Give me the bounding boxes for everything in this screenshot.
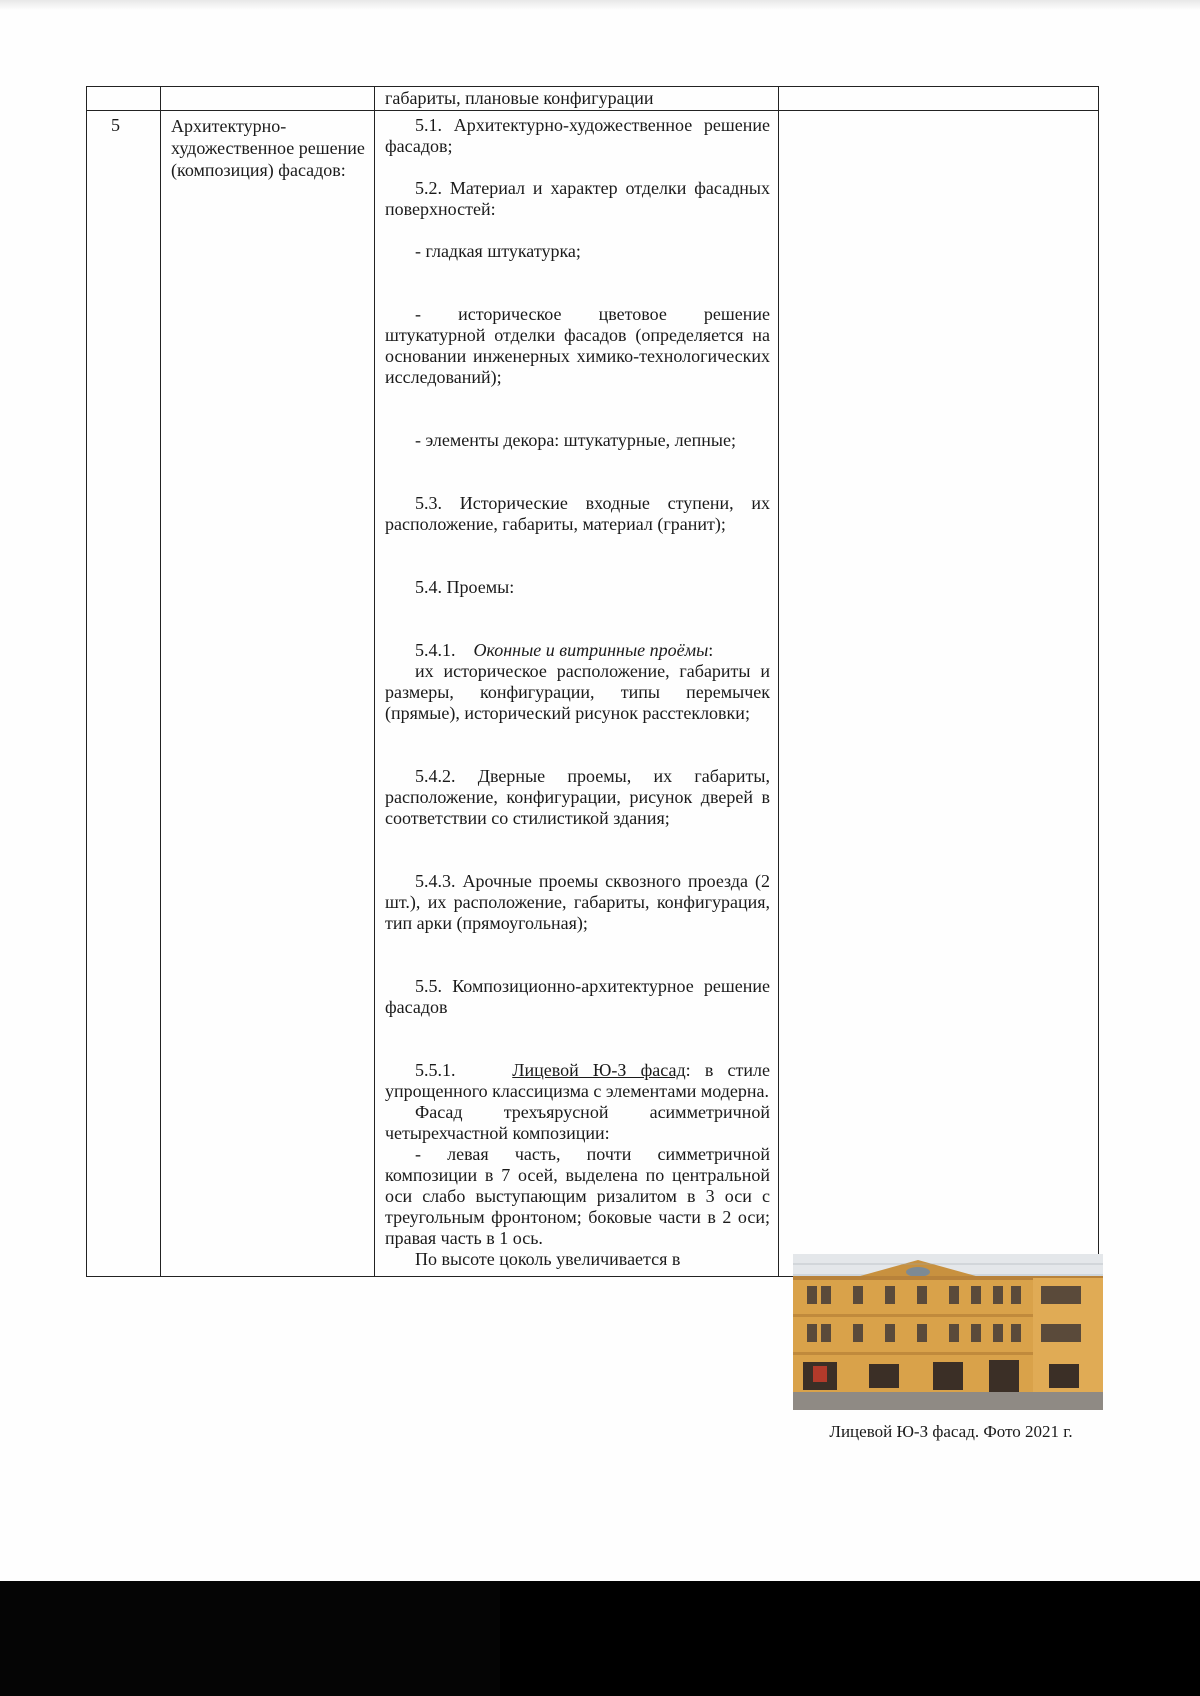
item-plaster: - гладкая штукатурка; <box>415 241 581 261</box>
item-5-5-1-text: : в стиле упрощенного классицизма с элементами модерна. <box>385 1060 770 1101</box>
facade-photo <box>793 1254 1103 1410</box>
scan-edge <box>0 0 1200 10</box>
table-row-5 <box>87 111 1099 1277</box>
item-5-4-2: 5.4.2. Дверные проемы, их габариты, расположение, конфигурации, рисунок дверей в соответствии со стилистикой здания; <box>385 766 770 828</box>
photo-cell <box>779 111 1099 1441</box>
photo-caption: Лицевой Ю-З фасад. Фото 2021 г. <box>829 1422 1073 1441</box>
row-description <box>375 111 779 1277</box>
item-5-4-1-text: их историческое расположение, габариты и размеры, конфигурации, типы перемычек (прямые), исторический рисунок расстекловки; <box>385 661 770 723</box>
cell-continuation-text: габариты, плановые конфигурации <box>375 87 779 111</box>
item-color-scheme: - историческое цветовое решение штукатурной отделки фасадов (определяется на основании инженерных химико-технологических исследований); <box>385 304 770 387</box>
scan-bottom-border <box>0 1581 1200 1696</box>
requirements-table <box>86 86 1099 1441</box>
item-facade-composition: Фасад трехъярусной асимметричной четырехчастной композиции: <box>385 1102 770 1143</box>
item-5-5-1-title: Лицевой Ю-З фасад <box>512 1060 686 1080</box>
item-5-4-1-title: Оконные и витринные проёмы <box>473 640 709 660</box>
item-plinth: По высоте цоколь увеличивается в <box>415 1249 681 1269</box>
item-5-5: 5.5. Композиционно-архитектурное решение фасадов <box>385 976 770 1017</box>
item-5-4-1-colon: : <box>708 640 714 660</box>
cell-empty <box>87 87 161 111</box>
row-subject: Архитектурно-художественное решение (композиция) фасадов: <box>161 111 375 1277</box>
cell-empty <box>779 87 1099 111</box>
item-5-4: 5.4. Проемы: <box>415 577 515 597</box>
scan-bottom-border-left <box>0 1581 500 1696</box>
item-decor: - элементы декора: штукатурные, лепные; <box>415 430 736 450</box>
item-5-4-1-number: 5.4.1. <box>415 640 456 660</box>
item-5-4-3: 5.4.3. Арочные проемы сквозного проезда (2 шт.), их расположение, габариты, конфигурация, тип арки (прямоугольная); <box>385 871 770 933</box>
item-5-2: 5.2. Материал и характер отделки фасадных поверхностей: <box>385 178 770 219</box>
cell-empty <box>161 87 375 111</box>
item-5-5-1 <box>385 1060 770 1102</box>
table-row-continuation <box>87 87 1099 111</box>
item-5-3: 5.3. Исторические входные ступени, их расположение, габариты, материал (гранит); <box>385 493 770 534</box>
item-left-part: - левая часть, почти симметричной композиции в 7 осей, выделена по центральной оси слабо выступающим ризалитом в 3 оси с треугольным фронтоном; боковые части в 2 оси; правая часть в 1 ось. <box>385 1144 770 1248</box>
item-5-1: 5.1. Архитектурно-художественное решение фасадов; <box>385 115 770 156</box>
row-number: 5 <box>87 111 161 1277</box>
item-5-4-1 <box>385 640 770 661</box>
item-5-5-1-number: 5.5.1. <box>415 1060 456 1080</box>
